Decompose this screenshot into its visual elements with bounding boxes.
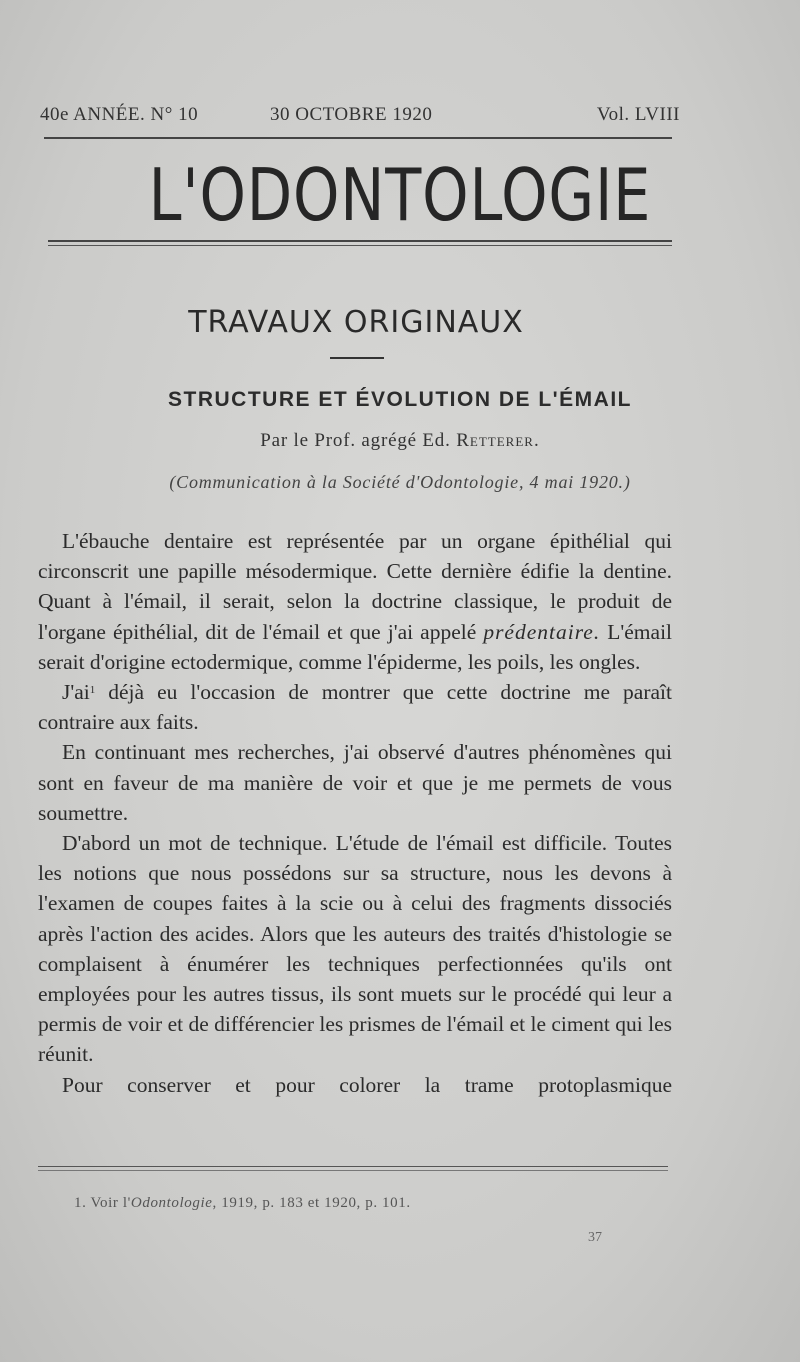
paragraph-text: déjà eu l'occasion de montrer que cette doctrine me paraît contraire aux faits.: [38, 680, 672, 735]
article-body: [38, 526, 672, 1100]
issue-date: 30 OCTOBRE 1920: [270, 104, 433, 125]
author-name: Retterer.: [456, 430, 540, 451]
footnote-journal: Odontologie: [130, 1195, 213, 1211]
footnote-rest: , 1919, p. 183 et 1920, p. 101.: [212, 1195, 411, 1211]
header-rule: [44, 137, 672, 139]
footnote: [74, 1195, 674, 1212]
article-title: STRUCTURE ET ÉVOLUTION DE L'ÉMAIL: [168, 388, 632, 411]
paragraph: [38, 526, 672, 677]
section-title: TRAVAUX ORIGINAUX: [188, 305, 524, 340]
page-mark: 37: [588, 1230, 602, 1245]
section-divider: [330, 357, 384, 359]
author-line: [0, 430, 800, 452]
paragraph-text: L'émail serait d'origine ectodermique, comme l'épiderme, les poils, les ongles.: [38, 619, 673, 674]
footnote-rule: [38, 1166, 668, 1167]
paragraph: En continuant mes recherches, j'ai observé d'autres phénomènes qui sont en faveur de ma manière de voir et que je me permets de vous soumettre.: [38, 740, 672, 825]
volume-number: Vol. LVIII: [596, 104, 680, 125]
author-prefix: Par le Prof. agrégé Ed.: [260, 430, 451, 451]
issue-number: 40e ANNÉE. N° 10: [40, 104, 199, 125]
journal-title: L'ODONTOLOGIE: [148, 153, 652, 237]
footnote-rule-secondary: [38, 1170, 668, 1171]
paragraph: D'abord un mot de technique. L'étude de l'émail est difficile. Toutes les notions que nous possédons sur sa structure, nous les devons à l'examen de coupes faites à la scie ou à celui des fragments dissociés après l'action des acides. Alors que les auteurs des traités d'histologie se complaisent à énumérer les techniques perfectionnées qu'ils ont employées pour les autres tissus, ils sont muets sur le procédé qui leur a permis de voir et de différencier les prismes de l'émail et le ciment qui les réunit.: [38, 831, 672, 1067]
paragraph: Pour conserver et pour colorer la trame protoplasmique: [62, 1072, 672, 1097]
italic-term: prédentaire.: [483, 619, 601, 644]
paragraph-text: J'ai: [62, 680, 90, 705]
title-rule: [48, 240, 672, 246]
paragraph: [38, 677, 672, 737]
footnote-ref: 1: [89, 684, 96, 697]
footnote-prefix: 1. Voir l': [74, 1195, 131, 1211]
communication-note: (Communication à la Société d'Odontologie, 4 mai 1920.): [169, 472, 631, 492]
paragraph-text: L'ébauche dentaire est représentée par un organe épithélial qui circonscrit une papille mésodermique. Cette dernière édifie la dentine. Quant à l'émail, il serait, selon la doctrine classique, le produit de l'organe épithélial, dit de l'émail et que j'ai appelé: [38, 529, 672, 644]
